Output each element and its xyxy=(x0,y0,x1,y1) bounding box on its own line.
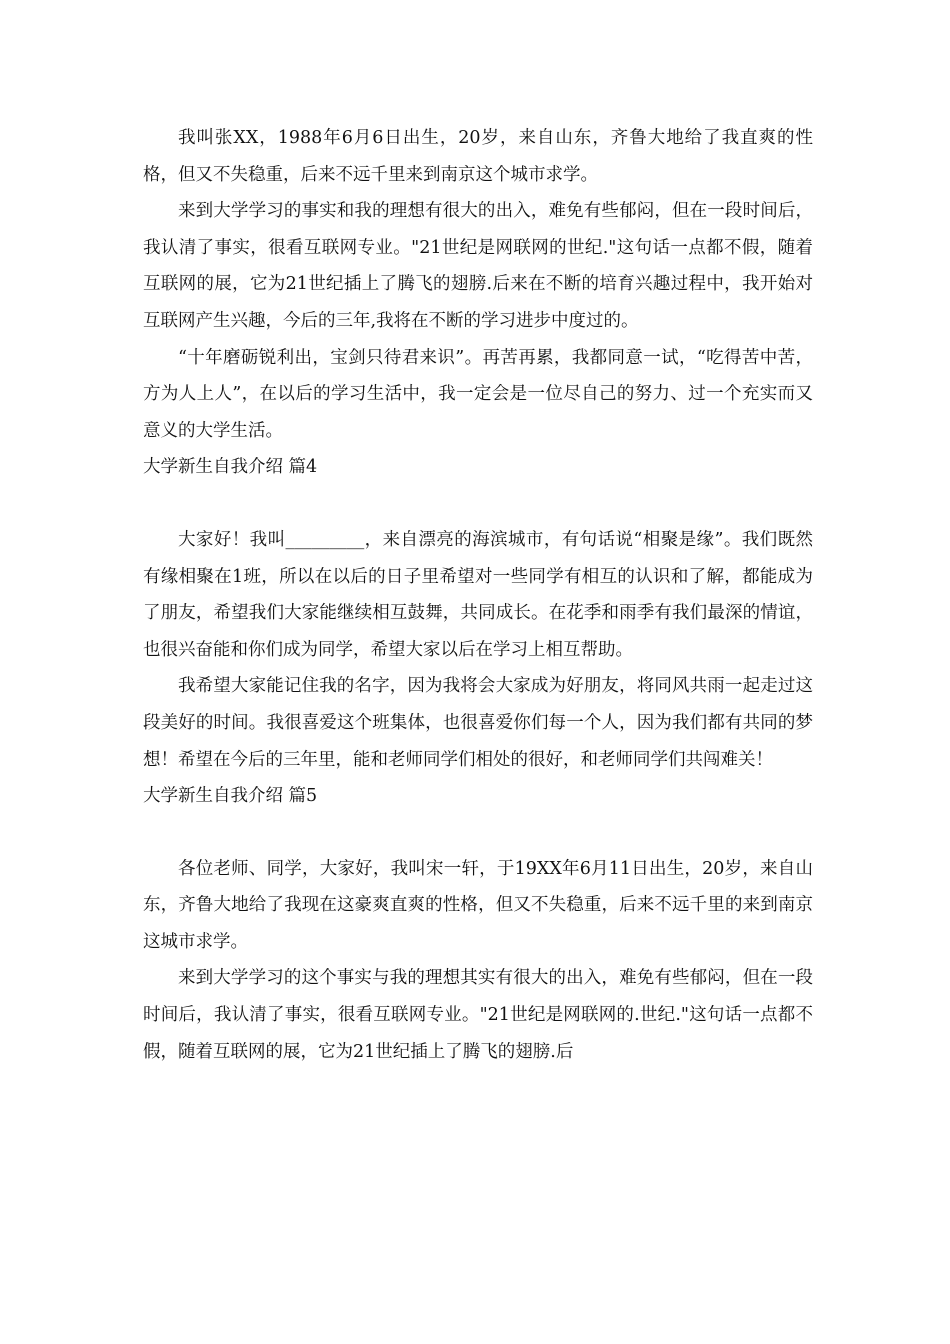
paragraph: 来到大学学习的事实和我的理想有很大的出入，难免有些郁闷，但在一段时间后，我认清了事实，很看互联网专业。"21世纪是网联网的世纪."这句话一点都不假，随着互联网的展，它为21世纪插上了腾飞的翅膀.后来在不断的培育兴趣过程中，我开始对互联网产生兴趣，今后的三年,我将在不断的学习进步中度过的。 xyxy=(143,201,813,331)
section-spacer xyxy=(143,815,813,851)
paragraph: 我叫张XX，1988年6月6日出生，20岁，来自山东，齐鲁大地给了我直爽的性格，但又不失稳重，后来不远千里来到南京这个城市求学。 xyxy=(143,128,813,185)
document-body xyxy=(143,120,813,1070)
paragraph: 大家好！我叫_________，来自漂亮的海滨城市，有句话说“相聚是缘”。我们既然有缘相聚在1班，所以在以后的日子里希望对一些同学有相互的认识和了解，都能成为了朋友，希望我们大家能继续相互鼓舞，共同成长。在花季和雨季有我们最深的情谊，也很兴奋能和你们成为同学，希望大家以后在学习上相互帮助。 xyxy=(143,529,813,660)
paragraph: 各位老师、同学，大家好，我叫宋一轩，于19XX年6月11日出生，20岁，来自山东，齐鲁大地给了我现在这豪爽直爽的性格，但又不失稳重，后来不远千里的来到南京这城市求学。 xyxy=(143,858,813,952)
paragraph: “十年磨砺锐利出，宝剑只待君来识”。再苦再累，我都同意一试，“吃得苦中苦，方为人上人”，在以后的学习生活中，我一定会是一位尽自己的努力、过一个充实而又意义的大学生活。 xyxy=(143,347,813,441)
section-heading-5: 大学新生自我介绍 篇5 xyxy=(143,786,318,807)
paragraph: 我希望大家能记住我的名字，因为我将会大家成为好朋友，将同风共雨一起走过这段美好的时间。我很喜爱这个班集体，也很喜爱你们每一个人，因为我们都有共同的梦想！希望在今后的三年里，能和老师同学们相处的很好，和老师同学们共闯难关！ xyxy=(143,676,813,770)
section-heading-4: 大学新生自我介绍 篇4 xyxy=(143,457,318,478)
section-spacer xyxy=(143,486,813,522)
paragraph: 来到大学学习的这个事实与我的理想其实有很大的出入，难免有些郁闷，但在一段时间后，我认清了事实，很看互联网专业。"21世纪是网联网的.世纪."这句话一点都不假，随着互联网的展，它为21世纪插上了腾飞的翅膀.后 xyxy=(143,968,813,1062)
